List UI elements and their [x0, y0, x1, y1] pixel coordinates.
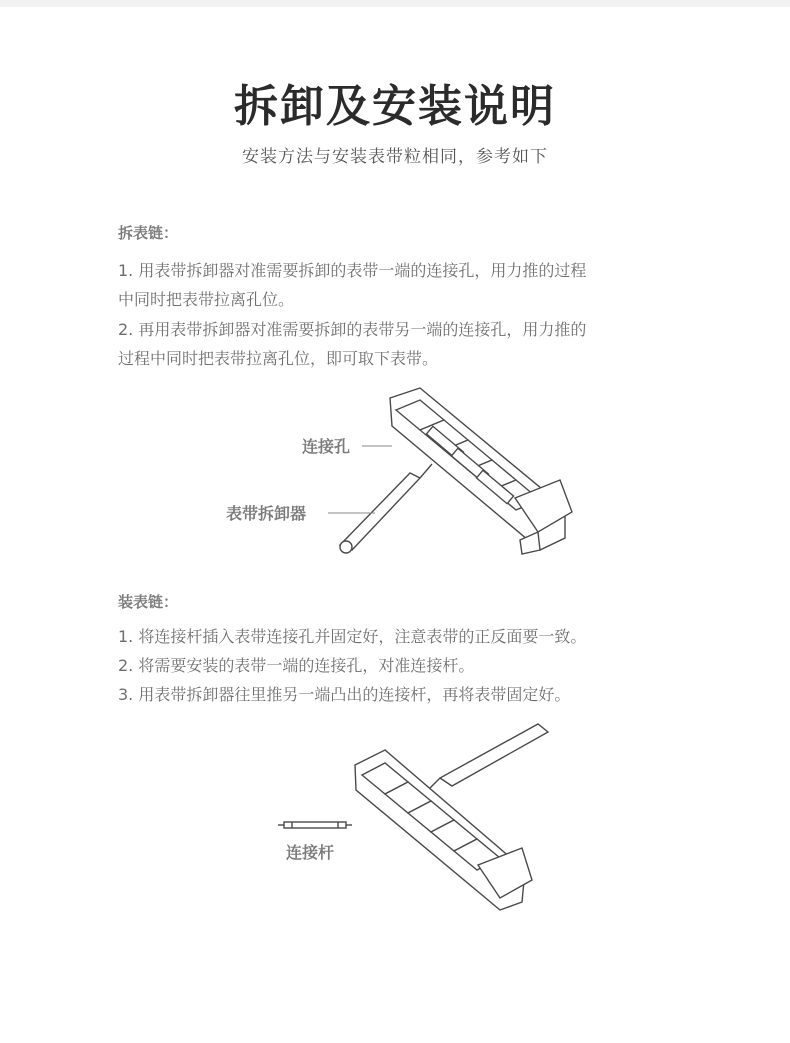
install-tool	[430, 724, 548, 788]
remove-heading: 拆表链：	[118, 224, 179, 242]
label-tool: 表带拆卸器	[226, 504, 307, 523]
install-step-3: 3. 用表带拆卸器往里推另一端凸出的连接杆，再将表带固定好。	[118, 685, 571, 704]
remove-step-2	[118, 315, 698, 373]
page-subtitle: 安装方法与安装表带粒相同，参考如下	[242, 147, 548, 167]
install-heading: 装表链：	[118, 593, 179, 611]
remove-step-1	[118, 256, 698, 314]
page-title: 拆卸及安装说明	[234, 81, 556, 132]
top-bar	[0, 0, 790, 7]
remove-step-2-line1: 2. 再用表带拆卸器对准需要拆卸的表带另一端的连接孔，用力推的	[118, 320, 587, 339]
remove-step-1-line1: 1. 用表带拆卸器对准需要拆卸的表带一端的连接孔，用力推的过程	[118, 261, 587, 280]
remove-step-1-line2: 中同时把表带拉离孔位。	[118, 290, 295, 309]
label-pin: 连接杆	[286, 843, 335, 862]
label-hole: 连接孔	[302, 437, 351, 456]
band-links	[396, 400, 540, 510]
install-step-2: 2. 将需要安装的表带一端的连接孔，对准连接杆。	[118, 656, 475, 675]
install-step-1: 1. 将连接杆插入表带连接孔并固定好，注意表带的正反面要一致。	[118, 627, 587, 646]
remove-step-2-line2: 过程中同时把表带拉离孔位，即可取下表带。	[118, 349, 439, 368]
install-diagram	[260, 720, 580, 920]
connecting-pin	[278, 822, 352, 828]
install-steps	[118, 622, 698, 709]
removal-diagram	[220, 380, 620, 570]
band-links	[362, 763, 500, 870]
removal-tool	[340, 464, 432, 553]
